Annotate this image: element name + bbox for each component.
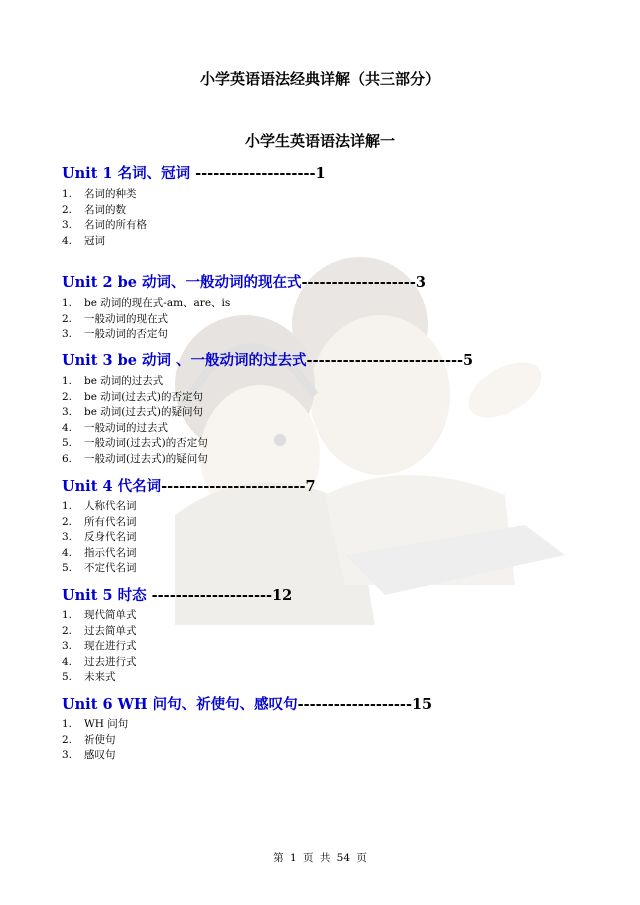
item-number: 2. — [62, 624, 73, 637]
unit-5-topic-list — [62, 608, 137, 686]
unit-label: Unit 4 代名词 — [62, 478, 162, 495]
unit-5-heading — [62, 584, 622, 605]
item-text: 一般动词的过去式 — [84, 421, 168, 434]
unit-page-number: 12 — [272, 587, 293, 604]
list-item — [62, 421, 208, 437]
item-text: 冠词 — [84, 234, 105, 247]
list-item — [62, 670, 137, 686]
item-number: 2. — [62, 515, 73, 528]
item-text: 一般动词的现在式 — [84, 312, 168, 325]
unit-2-topic-list — [62, 296, 230, 343]
unit-label: Unit 6 WH 问句、祈使句、感叹句 — [62, 696, 298, 713]
item-number: 1. — [62, 609, 73, 621]
list-item — [62, 748, 128, 764]
item-text: 现代简单式 — [84, 609, 137, 621]
unit-3-topic-list — [62, 374, 208, 467]
item-text: 一般动词的否定句 — [84, 328, 168, 340]
item-text: be 动词(过去式)的否定句 — [84, 390, 203, 403]
unit-page-number: 1 — [315, 165, 326, 182]
item-number: 2. — [62, 312, 73, 325]
item-text: 未来式 — [84, 671, 116, 683]
unit-3-heading — [62, 349, 622, 370]
list-item — [62, 639, 137, 655]
item-number: 5. — [62, 562, 73, 574]
unit-leader-dashes: ------------------- — [297, 696, 412, 713]
list-item — [62, 530, 137, 546]
document-subtitle: 小学生英语语法详解一 — [244, 132, 395, 150]
unit-leader-dashes: ------------------- — [301, 274, 416, 291]
list-item — [62, 390, 208, 406]
unit-1-heading — [62, 162, 622, 183]
item-text: be 动词(过去式)的疑问句 — [84, 406, 203, 418]
item-number: 5. — [62, 437, 73, 449]
unit-label: Unit 5 时态 — [62, 587, 147, 604]
item-number: 4. — [62, 234, 73, 247]
item-text: 现在进行式 — [84, 640, 137, 652]
list-item — [62, 312, 230, 328]
list-item — [62, 733, 128, 749]
item-text: 人称代名词 — [84, 500, 137, 512]
list-item — [62, 499, 137, 515]
unit-page-number: 5 — [463, 352, 474, 369]
watermark-photo — [175, 255, 575, 625]
unit-page-number: 7 — [305, 478, 316, 495]
item-text: 过去简单式 — [84, 624, 137, 637]
item-text: WH 问句 — [84, 718, 129, 730]
unit-1-topic-list — [62, 187, 147, 249]
item-number: 4. — [62, 546, 73, 559]
document-title: 小学英语语法经典详解（共三部分） — [199, 70, 440, 88]
item-number: 4. — [62, 655, 73, 668]
item-text: 名词的所有格 — [84, 219, 147, 231]
list-item — [62, 405, 208, 421]
unit-leader-dashes: -------------------- — [190, 165, 316, 182]
item-number: 1. — [62, 375, 73, 387]
unit-label: Unit 2 be 动词、一般动词的现在式 — [62, 274, 302, 291]
list-item — [62, 624, 137, 640]
list-item — [62, 218, 147, 234]
list-item — [62, 546, 137, 562]
item-number: 3. — [62, 328, 73, 340]
item-text: 过去进行式 — [84, 655, 137, 668]
list-item — [62, 515, 137, 531]
item-number: 5. — [62, 671, 73, 683]
item-text: 一般动词(过去式)的否定句 — [84, 437, 208, 449]
item-text: 感叹句 — [84, 749, 116, 761]
item-text: 祈使句 — [84, 733, 116, 746]
unit-page-number: 3 — [415, 274, 426, 291]
item-number: 1. — [62, 500, 73, 512]
item-text: 名词的数 — [84, 203, 126, 216]
unit-label: Unit 3 be 动词 、一般动词的过去式 — [62, 352, 307, 369]
item-number: 3. — [62, 219, 73, 231]
list-item — [62, 327, 230, 343]
item-number: 1. — [62, 718, 73, 730]
list-item — [62, 296, 230, 312]
item-text: 指示代名词 — [84, 546, 137, 559]
unit-4-heading — [62, 475, 622, 496]
item-text: be 动词的现在式-am、are、is — [84, 297, 231, 309]
item-text: 所有代名词 — [84, 515, 137, 528]
list-item — [62, 608, 137, 624]
unit-page-number: 15 — [411, 696, 433, 713]
list-item — [62, 452, 208, 468]
list-item — [62, 655, 137, 671]
unit-6-topic-list — [62, 717, 128, 764]
item-number: 1. — [62, 188, 73, 200]
item-text: 名词的种类 — [84, 188, 137, 200]
unit-leader-dashes: -------------------------- — [306, 352, 464, 369]
list-item — [62, 203, 147, 219]
unit-leader-dashes: -------------------- — [146, 587, 273, 604]
item-text: be 动词的过去式 — [84, 375, 164, 387]
item-number: 2. — [62, 733, 73, 746]
item-number: 6. — [62, 452, 73, 465]
item-number: 2. — [62, 390, 73, 403]
list-item — [62, 234, 147, 250]
list-item — [62, 717, 128, 733]
item-text: 反身代名词 — [84, 531, 137, 543]
item-number: 3. — [62, 640, 73, 652]
list-item — [62, 561, 137, 577]
unit-4-topic-list — [62, 499, 137, 577]
list-item — [62, 187, 147, 203]
page-footer: 第 1 页 共 54 页 — [273, 852, 367, 864]
item-number: 1. — [62, 297, 73, 309]
item-text: 一般动词(过去式)的疑问句 — [84, 452, 208, 465]
item-text: 不定代名词 — [84, 562, 137, 574]
unit-leader-dashes: ------------------------ — [161, 478, 306, 495]
item-number: 4. — [62, 421, 73, 434]
item-number: 3. — [62, 406, 73, 418]
item-number: 3. — [62, 531, 73, 543]
item-number: 3. — [62, 749, 73, 761]
unit-label: Unit 1 名词、冠词 — [62, 165, 191, 182]
unit-6-heading — [62, 693, 622, 714]
unit-2-heading — [62, 271, 622, 292]
list-item — [62, 436, 208, 452]
item-number: 2. — [62, 203, 73, 216]
list-item — [62, 374, 208, 390]
